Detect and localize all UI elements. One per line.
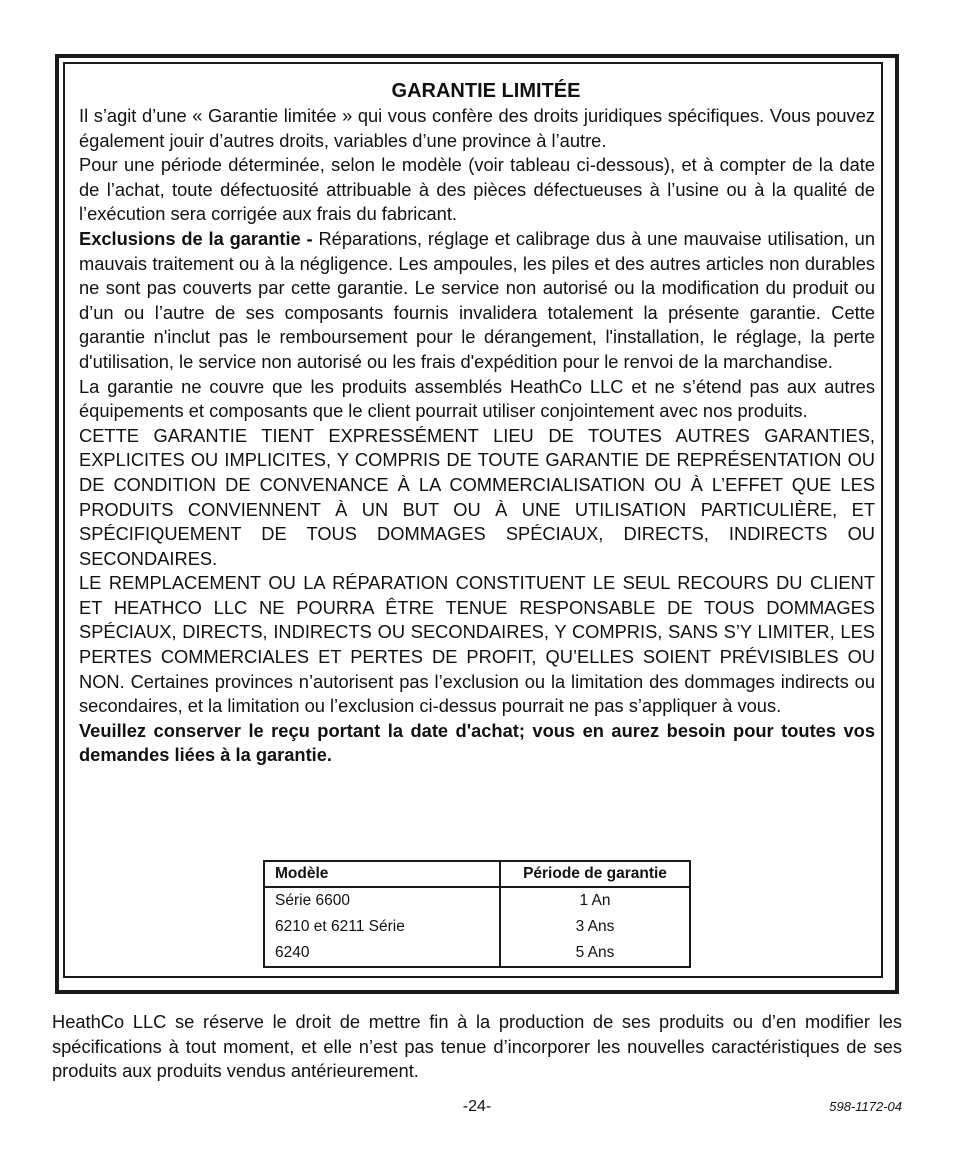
warranty-title: GARANTIE LIMITÉE <box>391 80 581 102</box>
table-header-period: Période de garantie <box>500 861 690 887</box>
table-cell-period: 5 Ans <box>500 940 690 967</box>
warranty-exclusions-paragraph <box>79 227 875 375</box>
warranty-period-paragraph: Pour une période déterminée, selon le modèle (voir tableau ci-dessous), et à compter de la date de l’achat, toute défectuosité attribuable à des pièces défectueuses à l’usine ou à la qualité de l’exécution sera corrigée aux frais du fabricant. <box>79 154 875 225</box>
table-cell-model: Série 6600 <box>264 887 500 914</box>
table-header-model: Modèle <box>264 861 500 887</box>
table-cell-model: 6210 et 6211 Série <box>264 914 500 940</box>
exclusions-text: Réparations, réglage et calibrage dus à une mauvaise utilisation, un mauvais traitement ou à la négligence. Les ampoules, les piles et des autres articles non durables ne sont pas couverts par cette garantie. Le service non autorisé ou la modification du produit ou d’un ou l’autre de ses composants fournis invalidera totalement la présente garantie. Cette garantie n'inclut pas le remboursement pour le dérangement, l'installation, le réglage, la perte d'utilisation, le service non autorisé ou les frais d'expédition pour le renvoi de la marchandise. <box>79 227 875 372</box>
table-cell-model: 6240 <box>264 940 500 967</box>
table-row <box>264 940 690 967</box>
table-row <box>264 887 690 914</box>
warranty-section <box>79 78 875 768</box>
discontinuation-notice: HeathCo LLC se réserve le droit de mettre fin à la production de ses produits ou d’en modifier les spécifications à tout moment, et elle n’est pas tenue d’incorporer les nouvelles caractéristiques de ses produits aux produits vendus antérieurement. <box>52 1011 902 1082</box>
warranty-intro-paragraph: Il s’agit d’une « Garantie limitée » qui vous confère des droits juridiques spécifiques. Vous pouvez également jouir d’autres droits, variables d’une province à l’autre. <box>79 105 875 151</box>
warranty-coverage-paragraph: La garantie ne couvre que les produits assemblés HeathCo LLC et ne s’étend pas aux autres équipements et composants que le client pourrait utiliser conjointement avec nos produits. <box>79 375 875 422</box>
table-cell-period: 1 An <box>500 887 690 914</box>
page-number: -24- <box>462 1098 492 1115</box>
table-cell-period: 3 Ans <box>500 914 690 940</box>
table-header-row <box>264 861 690 887</box>
warranty-remedy-paragraph: LE REMPLACEMENT OU LA RÉPARATION CONSTITUENT LE SEUL RECOURS DU CLIENT ET HEATHCO LLC NE POURRA ÊTRE TENUE RESPONSABLE DE TOUS DOMMAGES SPÉCIAUX, DIRECTS, INDIRECTS OU SECONDAIRES, Y COMPRIS, SANS S’Y LIMITER, LES PERTES COMMERCIALES ET PERTES DE PROFIT, QU’ELLES SOIENT PRÉVISIBLES OU NON. Certaines provinces n’autorisent pas l’exclusion ou la limitation des dommages indirects ou secondaires, et la limitation ou l’exclusion ci-dessus pourrait ne pas s’appliquer à vous. <box>79 572 875 717</box>
warranty-period-table <box>263 860 691 968</box>
table-row <box>264 914 690 940</box>
document-code: 598-1172-04 <box>829 1099 902 1114</box>
exclusions-label: Exclusions de la garantie - <box>79 227 313 249</box>
warranty-receipt-notice: Veuillez conserver le reçu portant la date d'achat; vous en aurez besoin pour toutes vos demandes liées à la garantie. <box>79 719 875 766</box>
warranty-disclaimer-paragraph: CETTE GARANTIE TIENT EXPRESSÉMENT LIEU DE TOUTES AUTRES GARANTIES, EXPLICITES OU IMPLICITES, Y COMPRIS DE TOUTE GARANTIE DE REPRÉSENTATION OU DE CONDITION DE CONVENANCE À LA COMMERCIALISATION OU À L’EFFET QUE LES PRODUITS CONVIENNENT À UN BUT OU À UNE UTILISATION PARTICULIÈRE, ET SPÉCIFIQUEMENT DE TOUS DOMMAGES SPÉCIAUX, DIRECTS, INDIRECTS OU SECONDAIRES. <box>79 424 875 569</box>
